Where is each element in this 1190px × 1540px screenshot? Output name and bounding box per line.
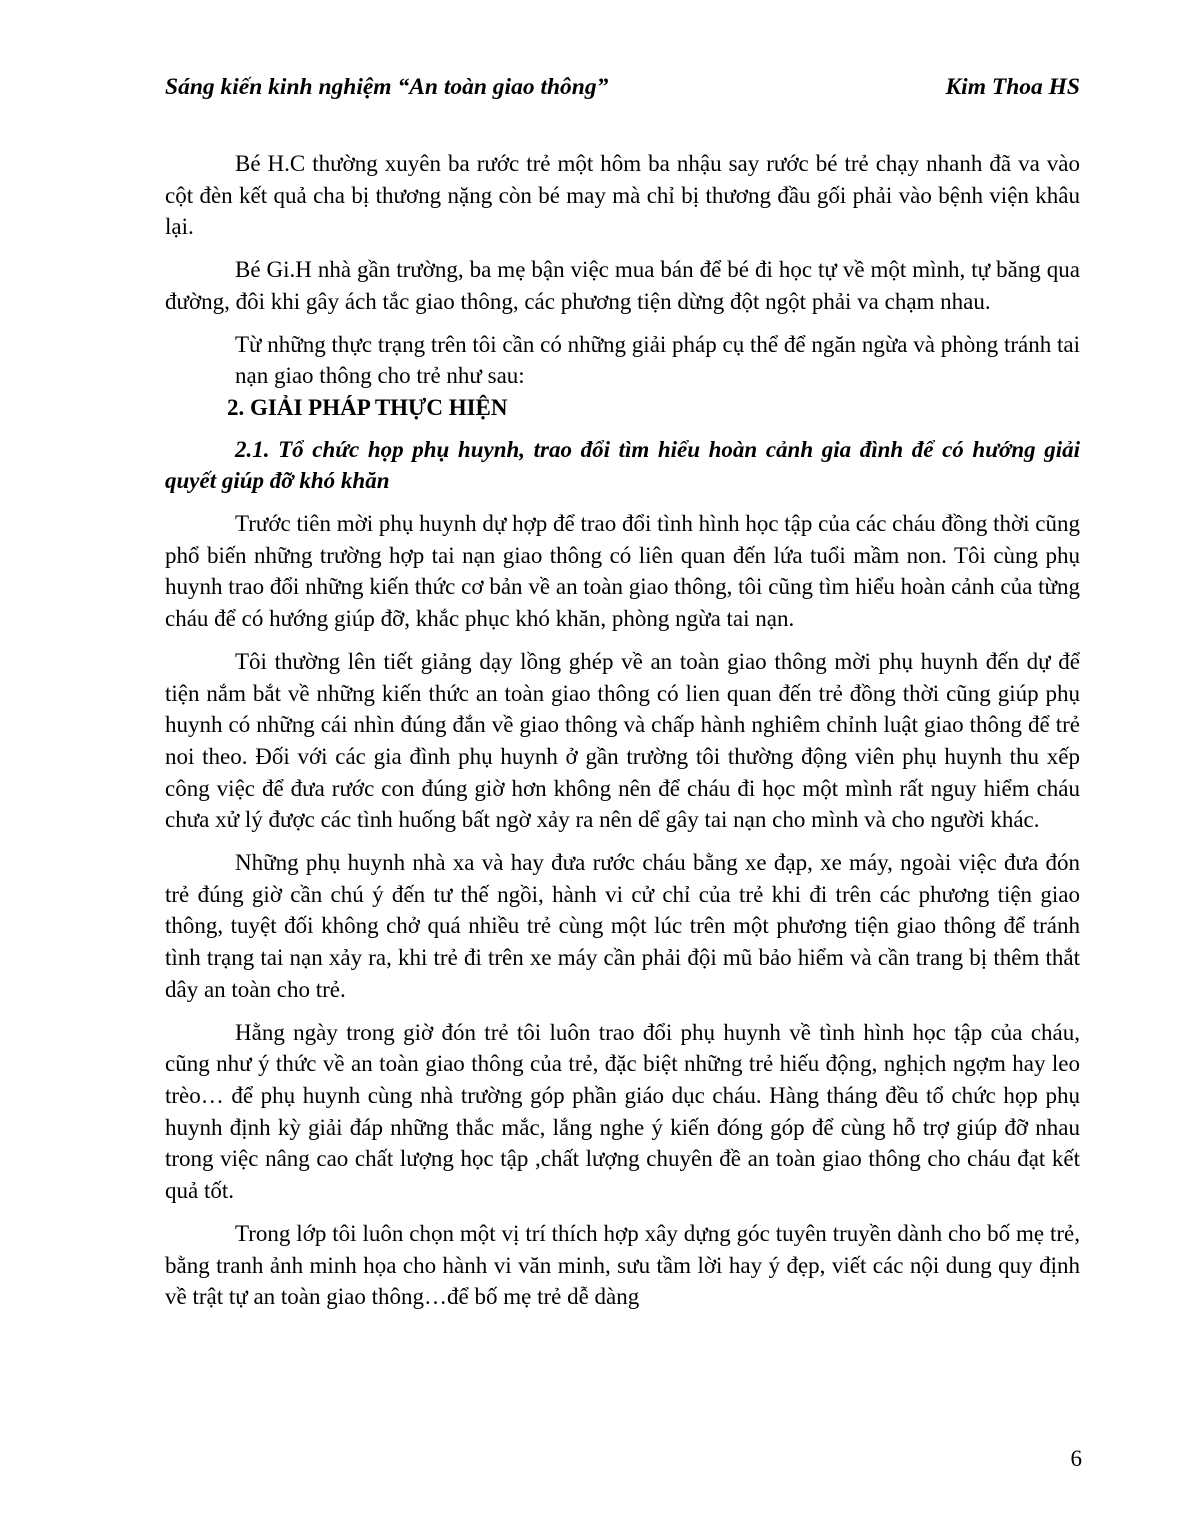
paragraph-trong-lop: Trong lớp tôi luôn chọn một vị trí thích hợp xây dựng góc tuyên truyền dành cho bố mẹ trẻ, bằng tranh ảnh minh họa cho hành vi văn minh, sưu tầm lời hay ý đẹp, viết các nội dung quy định về trật tự an toàn giao thông…để bố mẹ trẻ dễ dàng	[165, 1220, 1080, 1310]
paragraph-be-gih: Bé Gi.H nhà gần trường, ba mẹ bận việc mua bán để bé đi học tự về một mình, tự băng qua đường, đôi khi gây ách tắc giao thông, các phương tiện dừng đột ngột phải va chạm nhau.	[165, 257, 1080, 314]
page-header	[165, 72, 1080, 102]
paragraph-thuc-trang: Từ những thực trạng trên tôi cần có những giải pháp cụ thể để ngăn ngừa và phòng tránh tai nạn giao thông cho trẻ như sau:	[235, 331, 1080, 389]
paragraph-truoc-tien: Trước tiên mời phụ huynh dự hợp để trao đổi tình hình học tập của các cháu đồng thời cũng phổ biến những trường hợp tai nạn giao thông có liên quan đến lứa tuổi mầm non. Tôi cùng phụ huynh trao đổi những kiến thức cơ bản về an toàn giao thông, tôi cũng tìm hiểu hoàn cảnh của từng cháu để có hướng giúp đỡ, khắc phục khó khăn, phòng ngừa tai nạn.	[165, 511, 1080, 632]
page-number: 6	[1070, 1446, 1082, 1471]
section-heading-giai-phap: 2. GIẢI PHÁP THỰC HIỆN	[227, 394, 508, 420]
paragraph-toi-thuong: Tôi thường lên tiết giảng dạy lồng ghép về an toàn giao thông mời phụ huynh đến dự để tiện nắm bắt về những kiến thức an toàn giao thông có lien quan đến trẻ đồng thời cũng giúp phụ huynh có những cái nhìn đúng đắn về giao thông và chấp hành nghiêm chỉnh luật giao thông để trẻ noi theo. Đối với các gia đình phụ huynh ở gần trường tôi thường động viên phụ huynh thu xếp công việc để đưa rước con đúng giờ hơn không nên để cháu đi học một mình rất nguy hiểm cháu chưa xử lý được các tình huống bất ngờ xảy ra nên dể gây tai nạn cho mình và cho người khác.	[165, 648, 1080, 833]
paragraph-nhung-phu-huynh: Những phụ huynh nhà xa và hay đưa rước cháu bằng xe đạp, xe máy, ngoài việc đưa đón trẻ đúng giờ cần chú ý đến tư thế ngồi, hành vi cử chỉ của trẻ khi đi trên các phương tiện giao thông, tuyệt đối không chở quá nhiều trẻ cùng một lúc trên một phương tiện giao thông để tránh tình trạng tai nạn xảy ra, khi trẻ đi trên xe máy cần phải đội mũ bảo hiểm và cần trang bị thêm thắt dây an toàn cho trẻ.	[165, 850, 1080, 1002]
header-title: Sáng kiến kinh nghiệm “An toàn giao thông”	[165, 74, 609, 100]
subsection-heading-to-chuc-hop: 2.1. Tổ chức họp phụ huynh, trao đổi tìm hiểu hoàn cảnh gia đình để có hướng giải quyết giúp đỡ khó khăn	[165, 436, 1080, 494]
document-page	[165, 72, 1080, 1324]
document-body	[165, 148, 1080, 1313]
paragraph-hang-ngay: Hằng ngày trong giờ đón trẻ tôi luôn trao đổi phụ huynh về tình hình học tập của cháu, cũng như ý thức về an toàn giao thông của trẻ, đặc biệt những trẻ hiếu động, nghịch ngợm hay leo trèo… để phụ huynh cùng nhà trường góp phần giáo dục cháu. Hàng tháng đều tổ chức họp phụ huynh định kỳ giải đáp những thắc mắc, lắng nghe ý kiến đóng góp để cùng hỗ trợ giúp đỡ nhau trong việc nâng cao chất lượng học tập ,chất lượng chuyên đề an toàn giao thông cho cháu đạt kết quả tốt.	[165, 1019, 1080, 1204]
paragraph-be-hc: Bé H.C thường xuyên ba rước trẻ một hôm ba nhậu say rước bé trẻ chạy nhanh đã va vào cột đèn kết quả cha bị thương nặng còn bé may mà chỉ bị thương đầu gối phải vào bệnh viện khâu lại.	[165, 151, 1080, 240]
header-author: Kim Thoa HS	[945, 74, 1080, 100]
